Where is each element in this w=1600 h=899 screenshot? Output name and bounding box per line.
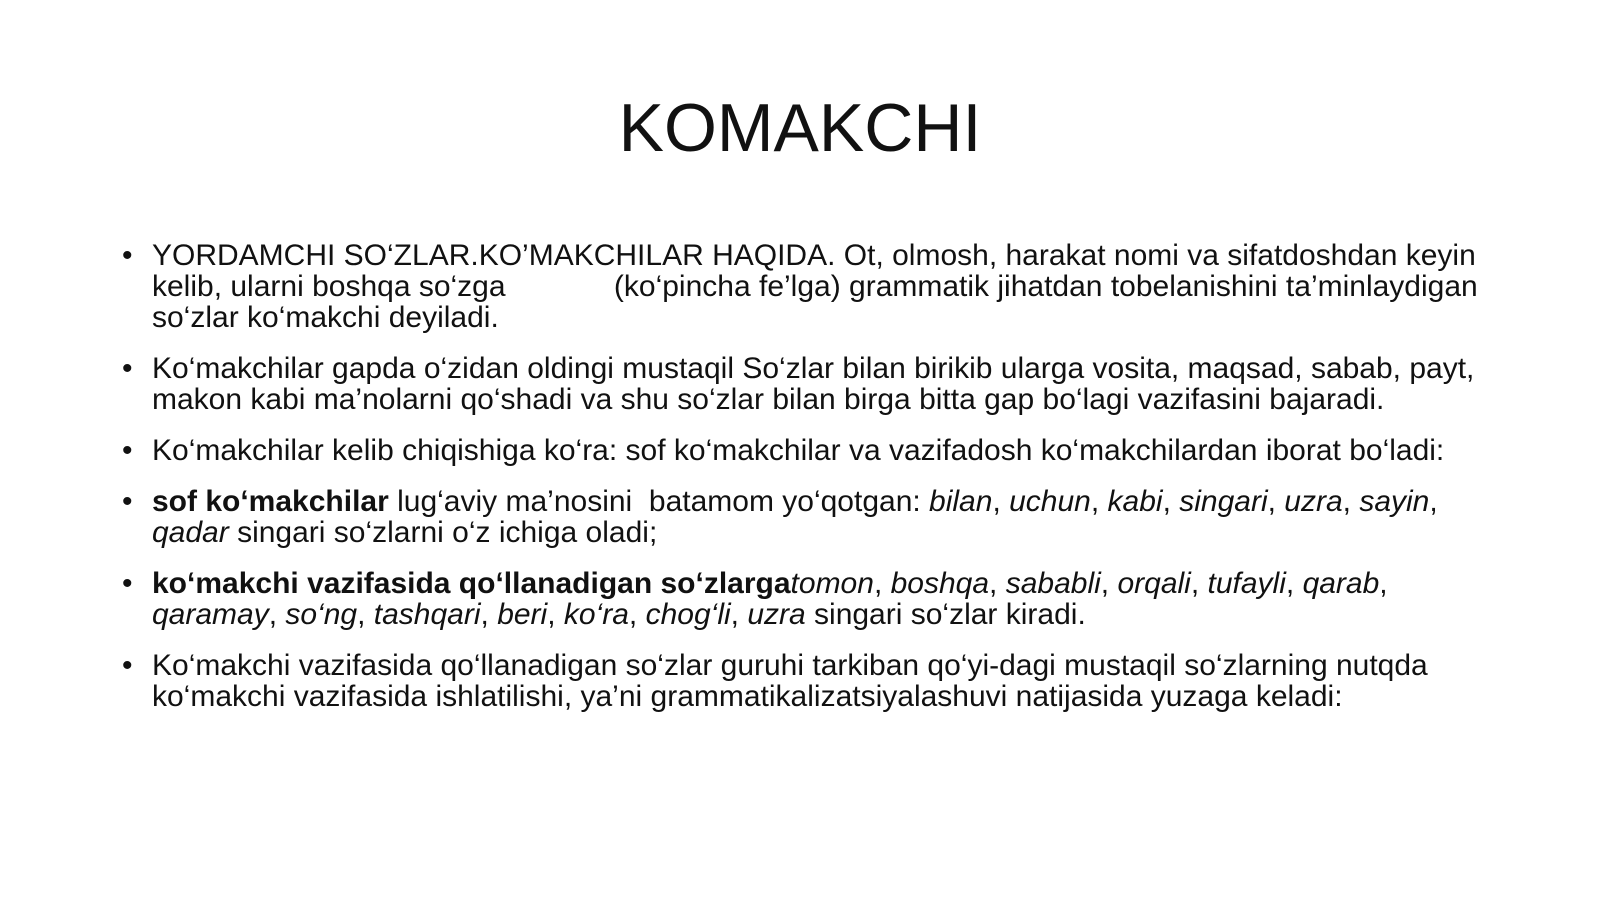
separator: ,	[1342, 485, 1360, 518]
example-word: beri	[497, 598, 548, 631]
example-word: uchun	[1009, 485, 1091, 518]
bullet-text: Ko‘makchilar kelib chiqishiga ko‘ra: sof ko‘makchilar va vazifadosh ko‘makchilardan iborat bo‘ladi:	[152, 434, 1445, 467]
bullet-bold-term: sof ko‘makchilar	[152, 485, 389, 518]
example-word: so‘ng	[285, 598, 358, 631]
example-word: chog‘li	[645, 598, 731, 631]
example-word: uzra	[747, 598, 806, 631]
separator: ,	[1285, 567, 1303, 600]
slide-title: KOMAKCHI	[618, 90, 982, 166]
bullet-item	[120, 435, 1490, 466]
bullet-text: YORDAMCHI SO‘ZLAR.KO’MAKCHILAR HAQIDA. Ot, olmosh, harakat nomi va sifatdoshdan keyin kelib, ularni boshqa so‘zga (ko‘pincha fe’lga) grammatik jihatdan tobelanishini ta’minlaydigan so‘zlar ko‘makchi deyiladi.	[152, 239, 1487, 334]
bullet-text: Ko‘makchi vazifasida qo‘llanadigan so‘zlar guruhi tarkiban qo‘yi-dagi mustaqil so‘zlarning nutqda ko‘makchi vazifasida ishlatilishi, ya’ni grammatikalizatsiyalashuvi natijasida yuzaga keladi:	[152, 649, 1428, 713]
example-word: sababli	[1005, 567, 1101, 600]
bullet-list	[120, 240, 1490, 725]
example-word: kabi	[1107, 485, 1163, 518]
separator: ,	[268, 598, 286, 631]
separator: ,	[480, 598, 498, 631]
bullet-item	[120, 486, 1490, 548]
separator: ,	[992, 485, 1010, 518]
separator: ,	[989, 567, 1006, 600]
separator: ,	[1379, 567, 1388, 600]
bullet-item	[120, 650, 1490, 712]
separator: ,	[1100, 567, 1118, 600]
bullet-text: singari so‘zlarni o‘z ichiga oladi;	[228, 516, 658, 549]
separator: ,	[873, 567, 891, 600]
separator: ,	[730, 598, 748, 631]
separator: ,	[1267, 485, 1285, 518]
example-word: uzra	[1284, 485, 1343, 518]
example-word: tomon	[790, 567, 874, 600]
example-word: qarab	[1302, 567, 1380, 600]
example-word: qaramay	[152, 598, 269, 631]
example-word: singari	[1179, 485, 1268, 518]
bullet-item	[120, 568, 1490, 630]
example-word: bilan	[929, 485, 993, 518]
separator: ,	[357, 598, 374, 631]
example-word: qadar	[152, 516, 229, 549]
example-word: tufayli	[1207, 567, 1286, 600]
example-word: tashqari	[373, 598, 481, 631]
separator: ,	[628, 598, 646, 631]
example-word: sayin	[1359, 485, 1430, 518]
example-word: boshqa	[890, 567, 990, 600]
example-word: orqali	[1117, 567, 1191, 600]
separator: ,	[1190, 567, 1208, 600]
bullet-text: singari so‘zlar kiradi.	[805, 598, 1086, 631]
separator: ,	[1090, 485, 1108, 518]
bullet-item	[120, 353, 1490, 415]
bullet-item	[120, 240, 1490, 333]
bullet-bold-term: ko‘makchi vazifasida qo‘llanadigan so‘zlarga	[152, 567, 791, 600]
bullet-text: Ko‘makchilar gapda o‘zidan oldingi mustaqil So‘zlar bilan birikib ularga vosita, maqsad, sabab, payt, makon kabi ma’nolarni qo‘shadi va shu so‘zlar bilan birga bitta gap bo‘lagi vazifasini bajaradi.	[152, 352, 1475, 416]
separator: ,	[1162, 485, 1180, 518]
separator: ,	[547, 598, 564, 631]
separator: ,	[1429, 485, 1438, 518]
example-word: ko‘ra	[563, 598, 629, 631]
bullet-text: lug‘aviy ma’nosini batamom yo‘qotgan:	[388, 485, 930, 518]
